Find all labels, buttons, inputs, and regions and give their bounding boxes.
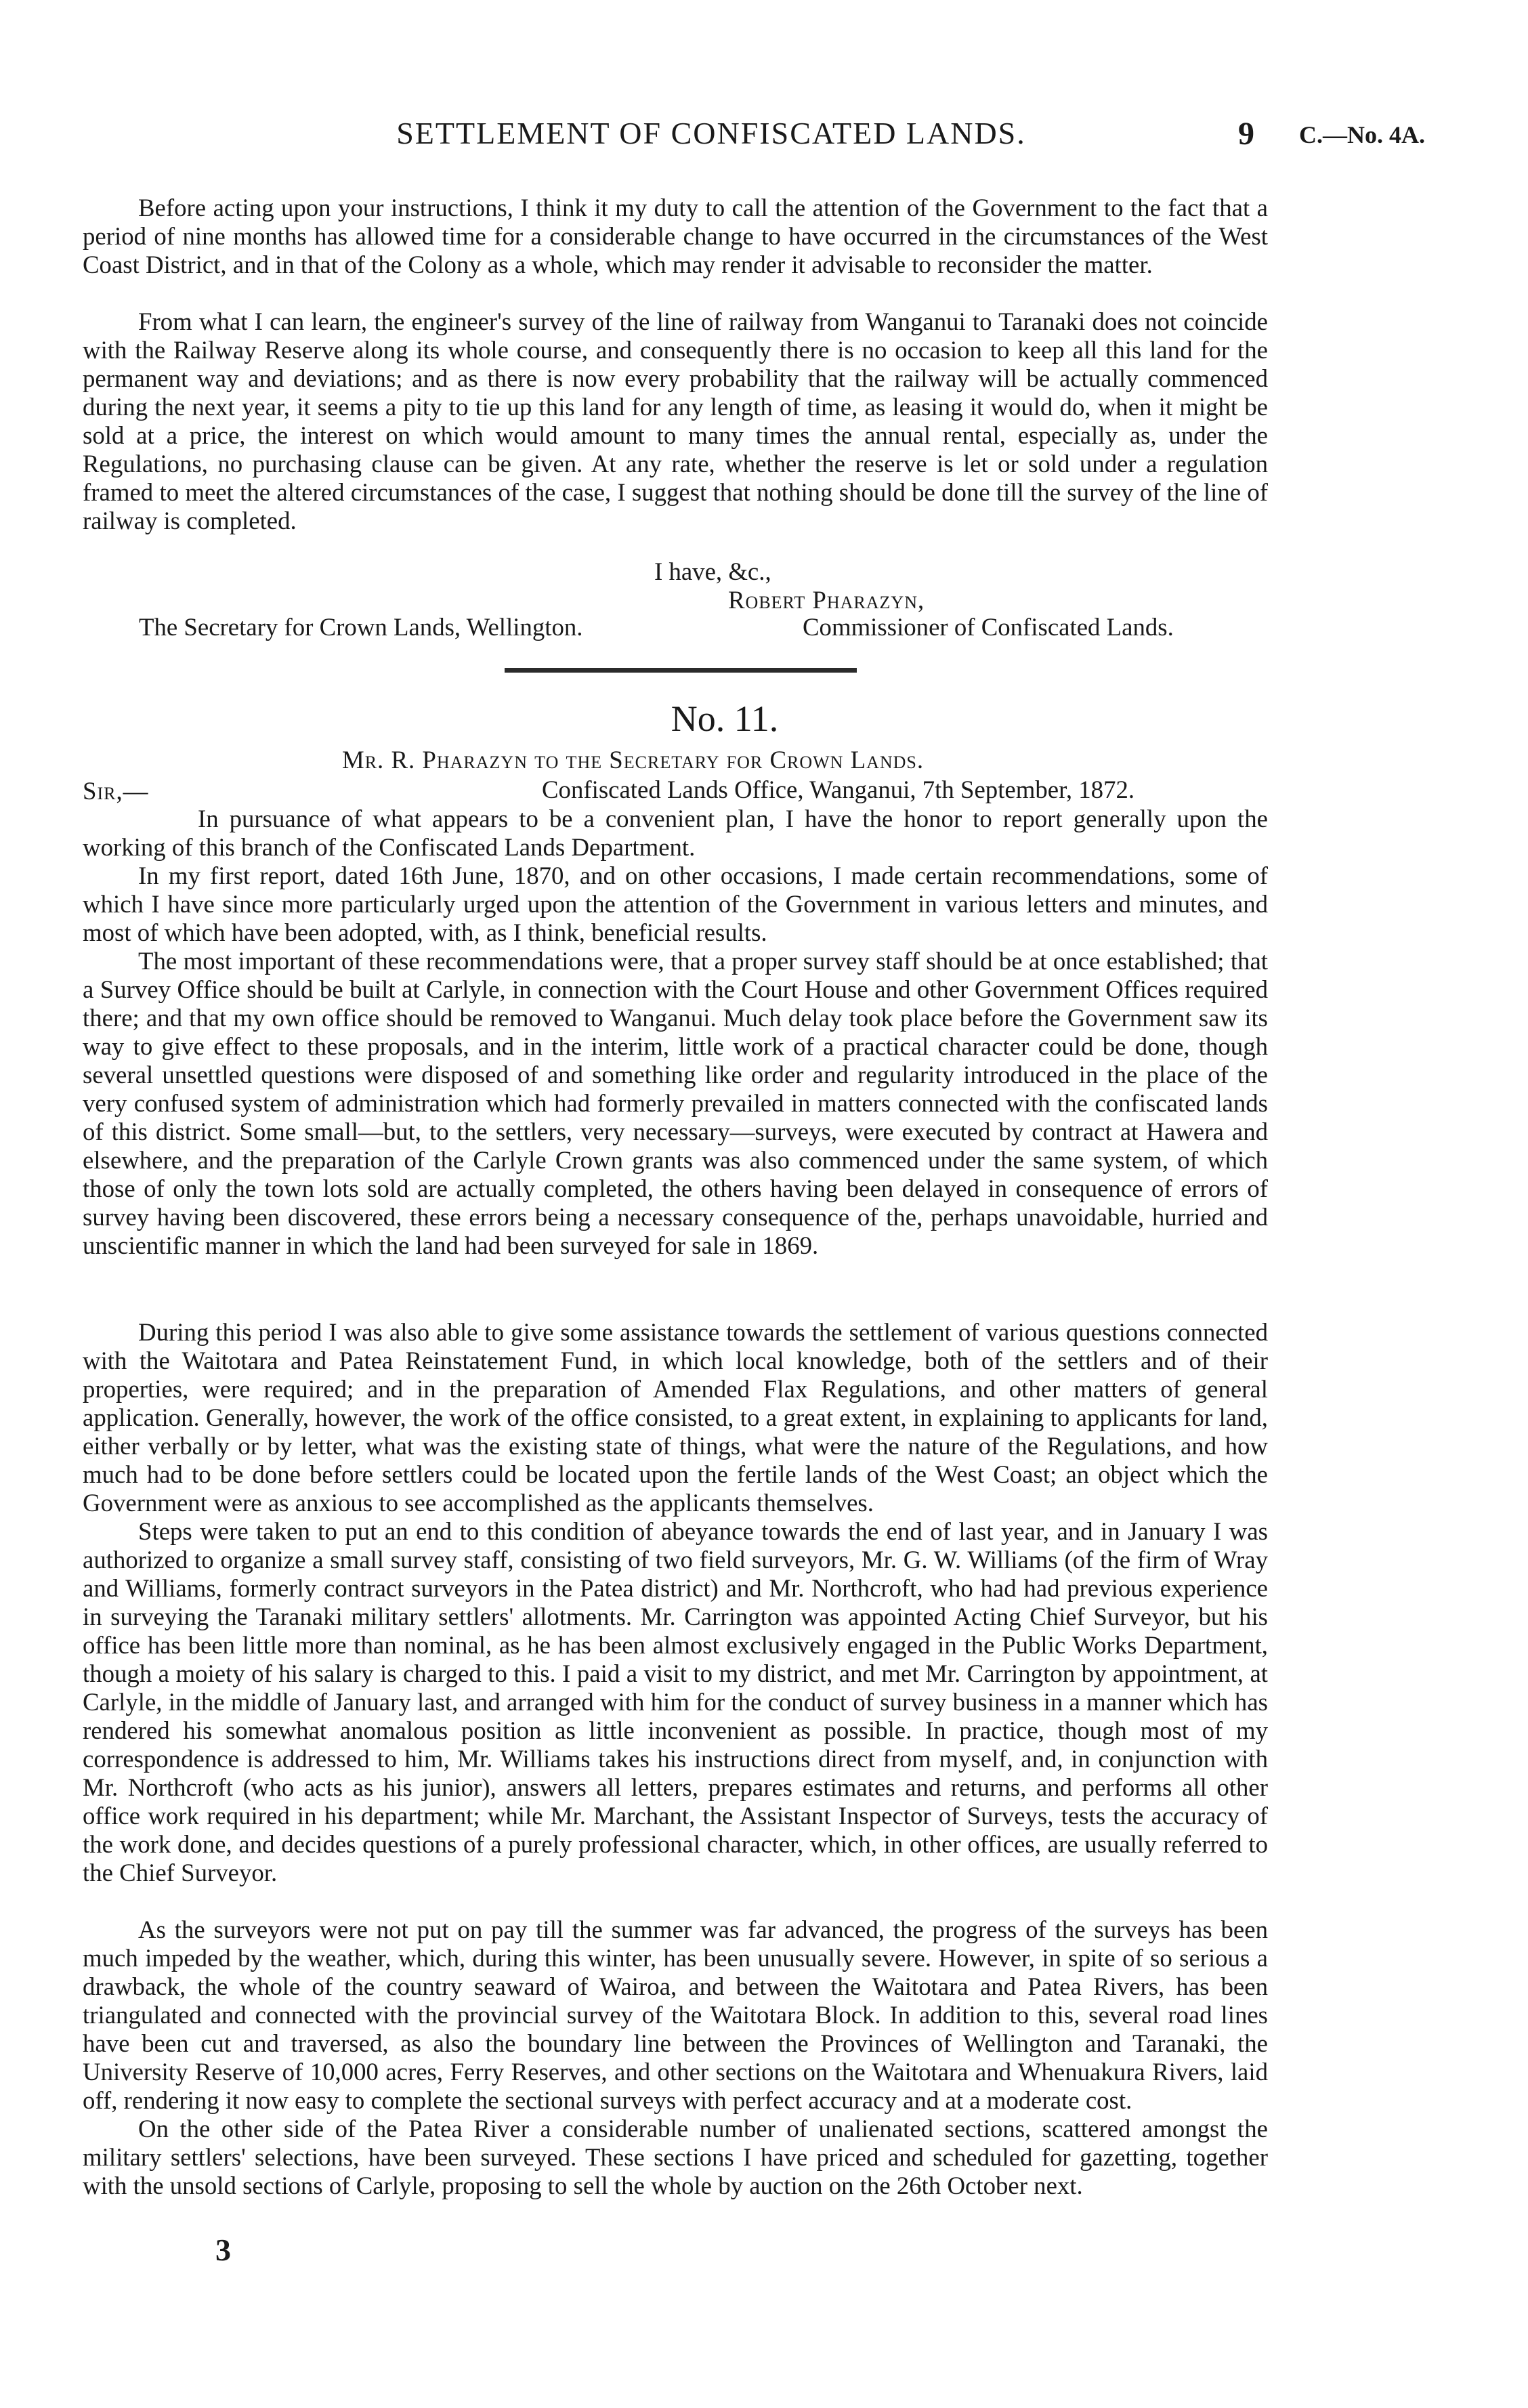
letter1-paragraph-1: Before acting upon your instructions, I think it my duty to call the attention of the Government to the fact that a period of nine months has allowed time for a considerable change to have occurred in the circumstances of the West Coast District, and in that of the Colony as a whole, which may render it advisable to reconsider the matter. bbox=[83, 194, 1268, 278]
page-number: 9 bbox=[1238, 116, 1254, 152]
letter2-number: No. 11. bbox=[671, 698, 779, 739]
letter1-paragraph-2: From what I can learn, the engineer's survey of the line of railway from Wanganui to Taranaki does not coincide with the Railway Reserve along its whole course, and consequently there is no occasion to keep all this land for the permanent way and deviations; and as there is now every probability that the railway will be actually commenced during the next year, it seems a pity to tie up this land for any length of time, as leasing it would do, when it might be sold at a price, the interest on which would amount to many times the annual rental, especially as, under the Regulations, no purchasing clause can be given. At any rate, whether the reserve is let or sold under a regulation framed to meet the altered circumstances of the case, I suggest that nothing should be done till the survey of the line of railway is completed. bbox=[83, 308, 1268, 534]
letter1-closing: I have, &c., bbox=[654, 557, 771, 585]
section-divider bbox=[505, 668, 857, 673]
letter2-from-to: Mr. R. Pharazyn to the Secretary for Crown Lands. bbox=[342, 746, 925, 774]
letter2-paragraph-3: The most important of these recommendations were, that a proper survey staff should be at once established; that a Survey Office should be built at Carlyle, in connection with the Court House and other Government Offices required there; and that my own office should be removed to Wanganui. Much delay took place before the Government saw its way to give effect to these proposals, and in the interim, little work of a practical character could be done, though several unsettled questions were disposed of and something like order and regularity introduced in the place of the very confused system of administration which had formerly prevailed in matters connected with the confiscated lands of this district. Some small—but, to the settlers, very necessary—surveys, were executed by contract at Hawera and elsewhere, and the preparation of the Carlyle Crown grants was also commenced under the same system, of which those of only the town lots sold are actually completed, the others having been delayed in consequence of errors of survey having been discovered, these errors being a necessary consequence of the, perhaps unavoidable, hurried and unscientific manner in which the land had been surveyed for sale in 1869. bbox=[83, 947, 1268, 1259]
letter2-paragraph-1: In pursuance of what appears to be a convenient plan, I have the honor to report generally upon the working of this branch of the Confiscated Lands Department. bbox=[83, 805, 1268, 861]
letter2-paragraph-7: On the other side of the Patea River a considerable number of unalienated sections, scattered amongst the military settlers' selections, have been surveyed. These sections I have priced and scheduled for gazetting, together with the unsold sections of Carlyle, proposing to sell the whole by auction on the 26th October next. bbox=[83, 2115, 1268, 2199]
letter2-dateline: Confiscated Lands Office, Wanganui, 7th September, 1872. bbox=[542, 776, 1135, 803]
document-reference: C.—No. 4A. bbox=[1299, 121, 1425, 148]
letter2-paragraph-4: During this period I was also able to give some assistance towards the settlement of various questions connected with the Waitotara and Patea Reinstatement Fund, in which local knowledge, both of the settlers and of their properties, were required; and in the preparation of Amended Flax Regulations, and other matters of general application. Generally, however, the work of the office consisted, to a great extent, in explaining to applicants for land, either verbally or by letter, what was the existing state of things, what were the nature of the Regulations, and how much had to be done before settlers could be located upon the fertile lands of the West Coast; an object which the Government were as anxious to see accomplished as the applicants themselves. bbox=[83, 1318, 1268, 1517]
letter2-paragraph-5: Steps were taken to put an end to this condition of abeyance towards the end of last year, and in January I was authorized to organize a small survey staff, consisting of two field surveyors, Mr. G. W. Williams (of the firm of Wray and Williams, formerly contract surveyors in the Patea district) and Mr. Northcroft, who had had previous experience in surveying the Taranaki military settlers' allotments. Mr. Carrington was appointed Acting Chief Surveyor, but his office has been little more than nominal, as he has been almost exclusively engaged in the Public Works Department, though a moiety of his salary is charged to this. I paid a visit to my district, and met Mr. Carrington by appointment, at Carlyle, in the middle of January last, and arranged with him for the conduct of survey business in a manner which has rendered his somewhat anomalous position as little inconvenient as possible. In practice, though most of my correspondence is addressed to him, Mr. Williams takes his instructions direct from myself, and, in conjunction with Mr. Northcroft (who acts as his junior), answers all letters, prepares estimates and returns, and performs all other office work required in his department; while Mr. Marchant, the Assistant Inspector of Surveys, tests the accuracy of the work done, and decides questions of a purely professional character, which, in other offices, are usually referred to the Chief Surveyor. bbox=[83, 1517, 1268, 1886]
letter1-signatory-title: Commissioner of Confiscated Lands. bbox=[803, 613, 1174, 641]
letter2-paragraph-6: As the surveyors were not put on pay till the summer was far advanced, the progress of the surveys has been much impeded by the weather, which, during this winter, has been unusually severe. However, in spite of so serious a drawback, the whole of the country seaward of Wairoa, and between the Waitotara and Patea Rivers, has been triangulated and connected with the provincial survey of the Waitotara Block. In addition to this, several road lines have been cut and traversed, as also the boundary line between the Provinces of Wellington and Taranaki, the University Reserve of 10,000 acres, Ferry Reserves, and other sections on the Waitotara and Whenuakura Rivers, laid off, rendering it now easy to complete the sectional surveys with perfect accuracy and at a moderate cost. bbox=[83, 1916, 1268, 2114]
letter1-addressee: The Secretary for Crown Lands, Wellington. bbox=[139, 613, 583, 641]
running-header-title: SETTLEMENT OF CONFISCATED LANDS. bbox=[396, 116, 1026, 150]
letter1-signature: Robert Pharazyn, bbox=[728, 586, 925, 614]
printer-signature-mark: 3 bbox=[215, 2233, 231, 2267]
letter2-salutation: Sir,— bbox=[83, 777, 149, 805]
letter2-paragraph-2: In my first report, dated 16th June, 1870, and on other occasions, I made certain recommendations, some of which I have since more particularly urged upon the attention of the Government in various letters and minutes, and most of which have been adopted, with, as I think, beneficial results. bbox=[83, 862, 1268, 946]
